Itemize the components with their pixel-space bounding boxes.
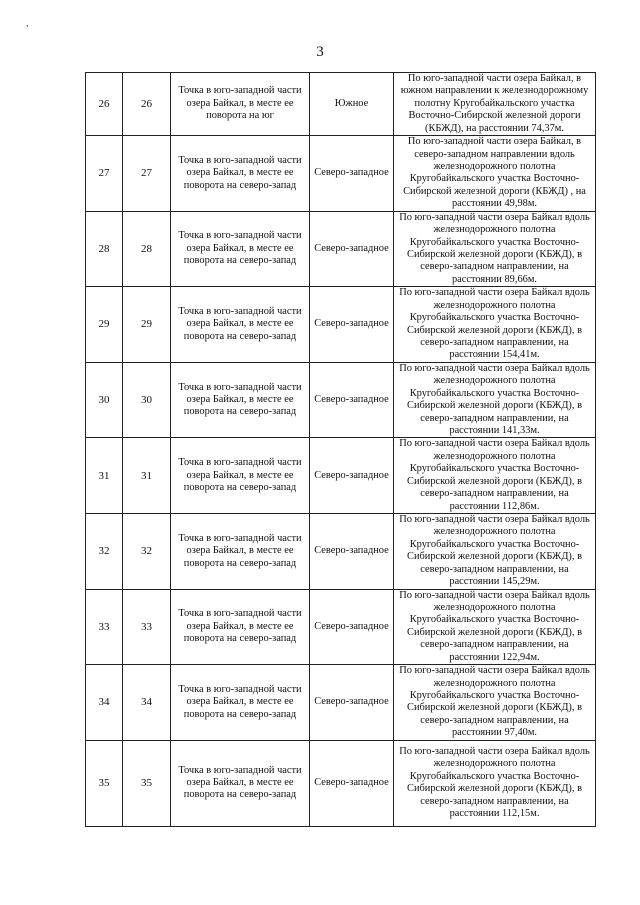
row-number: 31 [86,438,123,514]
table-row [86,665,596,741]
route-description: По юго-западной части озера Байкал вдоль железнодорожного полотна Кругобайкальского участка Восточно-Сибирской железной дороги (КБЖД), в северо-западном направлении, на расстоянии 154,41м. [394,287,596,363]
point-number: 26 [123,73,171,136]
table-body [86,73,596,827]
point-description: Точка в юго-западной части озера Байкал, в месте ее поворота на северо-запад [171,136,310,212]
page-number: 3 [316,44,324,60]
point-description: Точка в юго-западной части озера Байкал, в месте ее поворота на северо-запад [171,438,310,514]
route-description: По юго-западной части озера Байкал вдоль железнодорожного полотна Кругобайкальского участка Восточно-Сибирской железной дороги (КБЖД), в северо-западном направлении, на расстоянии 141,33м. [394,362,596,438]
corner-mark: , [26,18,29,29]
point-description: Точка в юго-западной части озера Байкал, в месте ее поворота на северо-запад [171,287,310,363]
route-description: По юго-западной части озера Байкал вдоль железнодорожного полотна Кругобайкальского участка Восточно-Сибирской железной дороги (КБЖД), в северо-западном направлении, на расстоянии 122,94м. [394,589,596,665]
table-row [86,514,596,590]
point-description: Точка в юго-западной части озера Байкал, в месте ее поворота на северо-запад [171,211,310,287]
row-number: 28 [86,211,123,287]
point-number: 32 [123,514,171,590]
route-description: По юго-западной части озера Байкал, в северо-западном направлении вдоль железнодорожного полотна Кругобайкальского участка Восточно-Сибирской железной дороги (КБЖД) , на расстоянии 49,98м. [394,136,596,212]
point-number: 35 [123,740,171,826]
row-number: 35 [86,740,123,826]
row-number: 33 [86,589,123,665]
route-description: По юго-западной части озера Байкал вдоль железнодорожного полотна Кругобайкальского участка Восточно-Сибирской железной дороги (КБЖД), в северо-западном направлении, на расстоянии 112,86м. [394,438,596,514]
point-description: Точка в юго-западной части озера Байкал, в месте ее поворота на юг [171,73,310,136]
point-description: Точка в юго-западной части озера Байкал, в месте ее поворота на северо-запад [171,362,310,438]
direction: Северо-западное [310,287,394,363]
direction: Северо-западное [310,514,394,590]
route-description: По юго-западной части озера Байкал вдоль железнодорожного полотна Кругобайкальского участка Восточно-Сибирской железной дороги (КБЖД), в северо-западном направлении, на расстоянии 145,29м. [394,514,596,590]
row-number: 30 [86,362,123,438]
route-description: По юго-западной части озера Байкал вдоль железнодорожного полотна Кругобайкальского участка Восточно-Сибирской железной дороги (КБЖД), в северо-западном направлении, на расстоянии 89,66м. [394,211,596,287]
direction: Северо-западное [310,740,394,826]
direction: Северо-западное [310,136,394,212]
direction: Северо-западное [310,665,394,741]
point-number: 31 [123,438,171,514]
point-description: Точка в юго-западной части озера Байкал, в месте ее поворота на северо-запад [171,665,310,741]
point-number: 30 [123,362,171,438]
row-number: 34 [86,665,123,741]
point-number: 34 [123,665,171,741]
row-number: 27 [86,136,123,212]
route-description: По юго-западной части озера Байкал вдоль железнодорожного полотна Кругобайкальского участка Восточно-Сибирской железной дороги (КБЖД), в северо-западном направлении, на расстоянии 112,15м. [394,740,596,826]
direction: Северо-западное [310,362,394,438]
point-number: 33 [123,589,171,665]
row-number: 26 [86,73,123,136]
direction: Южное [310,73,394,136]
table-row [86,589,596,665]
row-number: 32 [86,514,123,590]
route-description: По юго-западной части озера Байкал, в южном направлении к железнодорожному полотну Кругобайкальского участка Восточно-Сибирской железной дороги (КБЖД), на расстоянии 74,37м. [394,73,596,136]
route-description: По юго-западной части озера Байкал вдоль железнодорожного полотна Кругобайкальского участка Восточно-Сибирской железной дороги (КБЖД), в северо-западном направлении, на расстоянии 97,40м. [394,665,596,741]
table-row [86,740,596,826]
row-number: 29 [86,287,123,363]
direction: Северо-западное [310,211,394,287]
point-description: Точка в юго-западной части озера Байкал, в месте ее поворота на северо-запад [171,514,310,590]
table-row [86,136,596,212]
point-number: 28 [123,211,171,287]
table-row [86,438,596,514]
point-description: Точка в юго-западной части озера Байкал, в месте ее поворота на северо-запад [171,589,310,665]
table-row [86,73,596,136]
table-row [86,211,596,287]
direction: Северо-западное [310,589,394,665]
point-number: 29 [123,287,171,363]
point-description: Точка в юго-западной части озера Байкал, в месте ее поворота на северо-запад [171,740,310,826]
boundary-table [85,72,596,827]
point-number: 27 [123,136,171,212]
table-row [86,362,596,438]
direction: Северо-западное [310,438,394,514]
table-row [86,287,596,363]
